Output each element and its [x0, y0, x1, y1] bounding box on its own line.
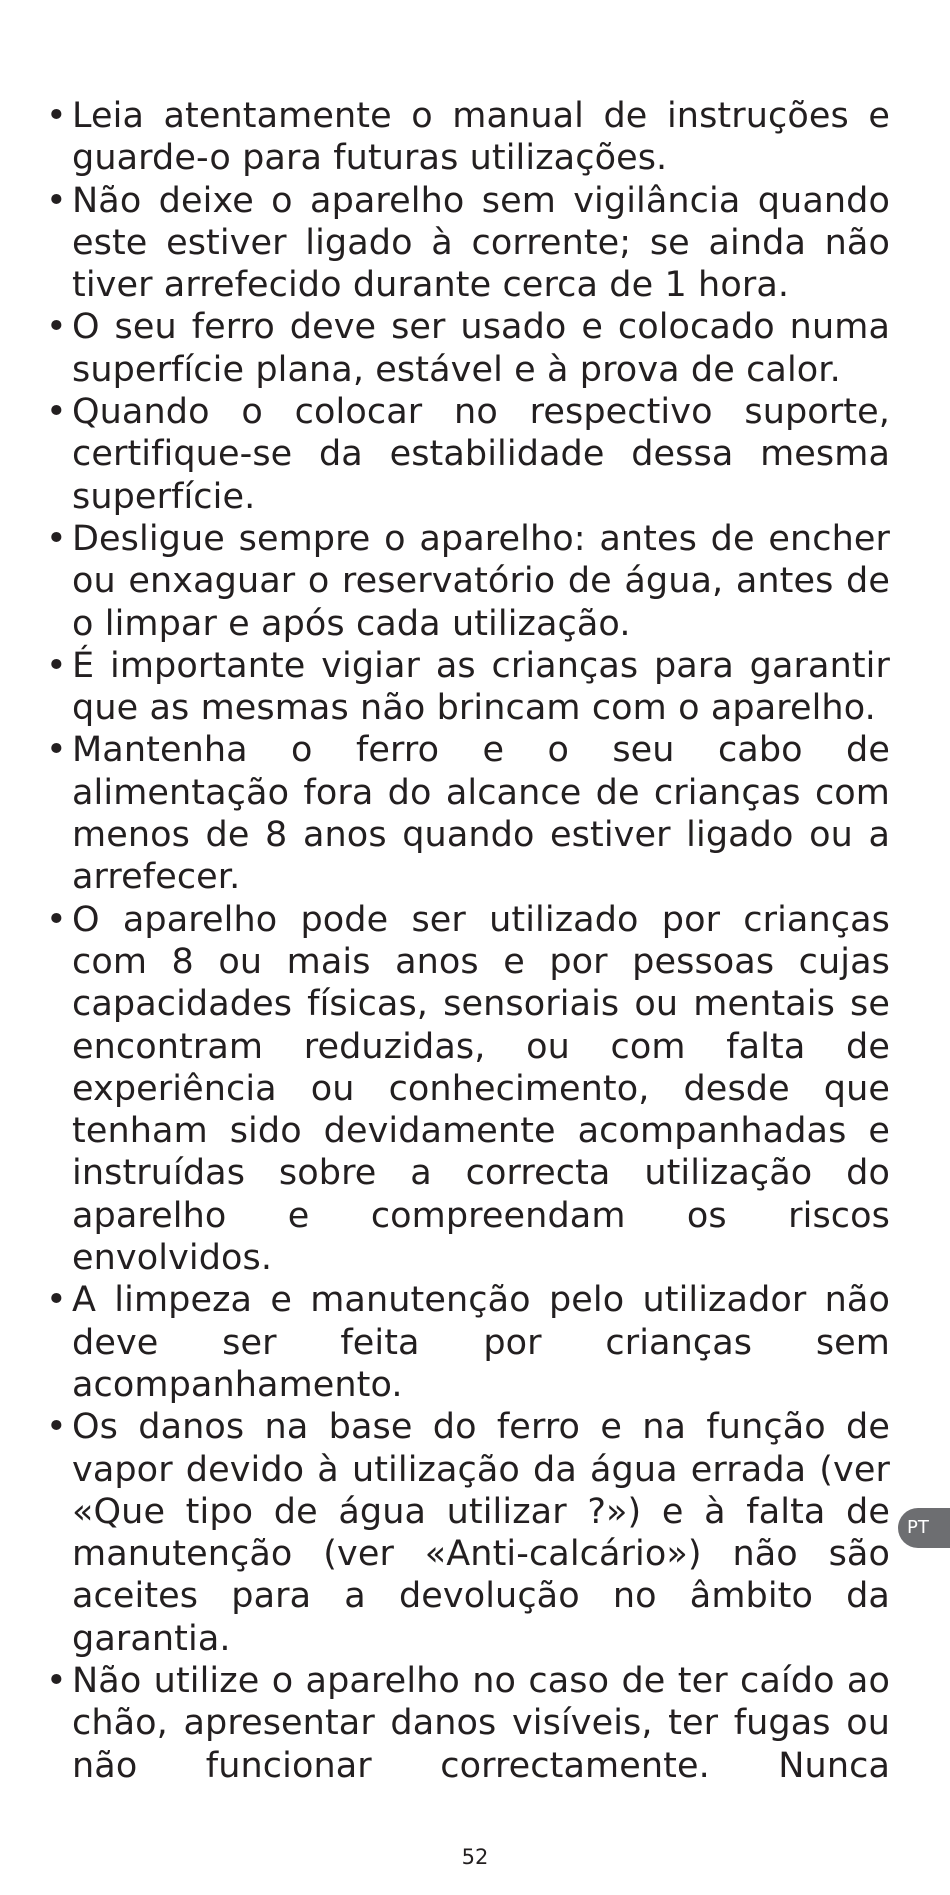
list-item — [44, 1279, 890, 1406]
page-number: 52 — [461, 1845, 489, 1869]
list-item — [44, 1660, 890, 1787]
list-item-text: A limpeza e manutenção pelo utilizador não deve ser feita por crianças sem acompanhamento. — [72, 1280, 890, 1405]
bullet-icon: • — [46, 899, 67, 940]
list-item-text: Não deixe o aparelho sem vigilância quando este estiver ligado à corrente; se ainda não tiver arrefecido durante cerca de 1 hora. — [72, 180, 890, 306]
list-item-text: Quando o colocar no respectivo suporte, certifique-se da estabilidade dessa mesma superfície. — [72, 392, 890, 517]
list-item — [44, 95, 890, 180]
list-item-text: Não utilize o aparelho no caso de ter caído ao chão, apresentar danos visíveis, ter fugas ou não funcionar correctamente. Nunca — [72, 1660, 890, 1786]
list-item-text: O seu ferro deve ser usado e colocado numa superfície plana, estável e à prova de calor. — [72, 307, 890, 390]
list-item-text: É importante vigiar as crianças para garantir que as mesmas não brincam com o aparelho. — [72, 645, 890, 729]
list-item — [44, 899, 890, 1280]
bullet-icon: • — [46, 96, 67, 136]
list-item-text: Os danos na base do ferro e na função de vapor devido à utilização da água errada (ver «Que tipo de água utilizar ?») e à falta de manutenção (ver «Anti-calcário») não são aceites para a devolução no âmbito da garantia. — [72, 1407, 890, 1659]
list-item — [44, 391, 890, 518]
bullet-icon: • — [46, 1407, 67, 1448]
list-item — [44, 180, 890, 307]
list-item — [44, 729, 890, 898]
list-item — [44, 518, 890, 645]
bullet-icon: • — [46, 180, 67, 221]
bullet-icon: • — [46, 730, 67, 771]
list-item — [44, 645, 890, 730]
bullet-icon: • — [46, 392, 67, 433]
bullet-icon: • — [46, 307, 67, 348]
list-item — [44, 1406, 890, 1660]
list-item-text: Desligue sempre o aparelho: antes de encher ou enxaguar o reservatório de água, antes de o limpar e após cada utilização. — [72, 518, 890, 644]
list-item-text: Leia atentamente o manual de instruções e guarde-o para futuras utilizações. — [72, 96, 890, 179]
bullet-icon: • — [46, 1280, 67, 1321]
list-item-text: O aparelho pode ser utilizado por crianças com 8 ou mais anos e por pessoas cujas capacidades físicas, sensoriais ou mentais se encontram reduzidas, ou com falta de experiência ou conhecimento, desde que tenham sido devidamente acompanhadas e instruídas sobre a correcta utilização do aparelho e compreendam os riscos envolvidos. — [72, 899, 890, 1279]
list-item-text: Mantenha o ferro e o seu cabo de alimentação fora do alcance de crianças com menos de 8 anos quando estiver ligado ou a arrefecer. — [72, 730, 890, 898]
bullet-icon: • — [46, 518, 67, 559]
document-body — [44, 95, 890, 1787]
safety-instructions-list — [44, 95, 890, 1787]
bullet-icon: • — [46, 645, 67, 686]
list-item — [44, 306, 890, 391]
bullet-icon: • — [46, 1660, 67, 1701]
language-tab: PT — [898, 1508, 950, 1548]
